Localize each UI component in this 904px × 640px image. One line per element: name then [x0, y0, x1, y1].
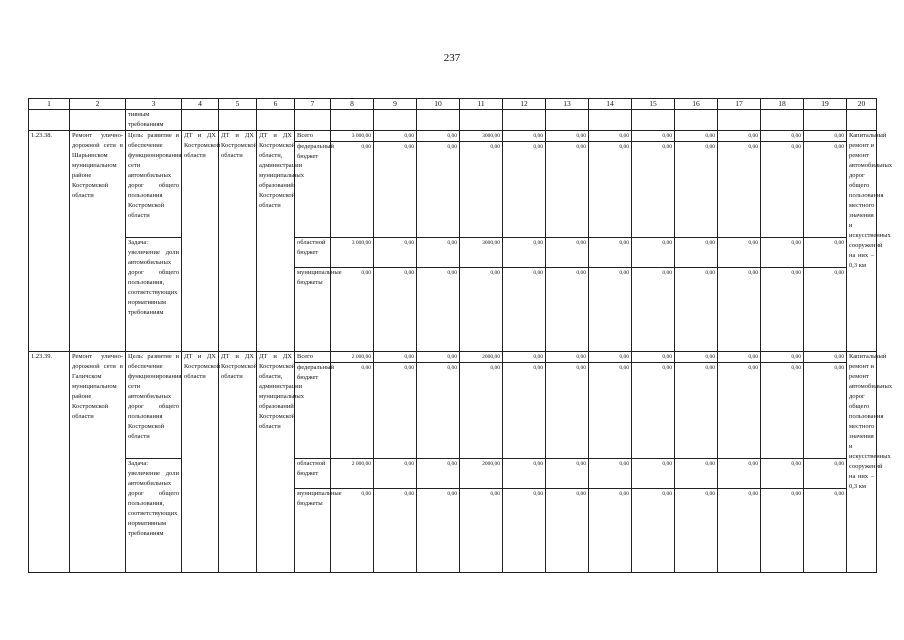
carryover-text: тивным требованиям: [126, 110, 182, 131]
funding-value: 0,00: [675, 363, 718, 459]
funding-value: 0,00: [804, 238, 847, 268]
funding-source: федеральный бюджет: [295, 363, 331, 459]
funding-value: 0,00: [589, 238, 632, 268]
funding-value: 0,00: [718, 352, 761, 363]
funding-value: 0,00: [417, 352, 460, 363]
funding-value: 0,00: [374, 238, 417, 268]
funding-value: 0,00: [331, 142, 374, 238]
record-subrow: [29, 131, 877, 142]
funding-value: 0,00: [503, 489, 546, 573]
funding-value: 0,00: [589, 142, 632, 238]
funding-value: 2 000,00: [331, 352, 374, 363]
record-task: Задача: увеличение доли автомобильных дорог общего пользования, соответствующих нормативным требованиям: [126, 459, 182, 573]
column-header: 6: [257, 99, 295, 110]
funding-value: 0,00: [632, 489, 675, 573]
funding-value: 0,00: [460, 363, 503, 459]
funding-value: 0,00: [374, 352, 417, 363]
column-header: 13: [546, 99, 589, 110]
funding-source: областной бюджет: [295, 459, 331, 489]
funding-value: 0,00: [503, 352, 546, 363]
funding-value: 0,00: [632, 363, 675, 459]
record-subrow: [29, 238, 877, 268]
funding-value: 0,00: [718, 238, 761, 268]
funding-value: 0,00: [632, 142, 675, 238]
funding-value: 0,00: [374, 489, 417, 573]
funding-value: 0,00: [503, 238, 546, 268]
funding-value: 0,00: [761, 352, 804, 363]
column-header: 17: [718, 99, 761, 110]
funding-value: 0,00: [589, 352, 632, 363]
funding-value: 3 000,00: [331, 238, 374, 268]
funding-value: 0,00: [546, 459, 589, 489]
funding-value: 0,00: [417, 131, 460, 142]
funding-value: 0,00: [804, 459, 847, 489]
column-header: 20: [847, 99, 877, 110]
carryover-row: [29, 110, 877, 131]
funding-value: 0,00: [546, 489, 589, 573]
funding-value: 0,00: [761, 363, 804, 459]
funding-value: 2 000,00: [331, 459, 374, 489]
header-row: [29, 99, 877, 110]
column-header: 15: [632, 99, 675, 110]
funding-value: 0,00: [417, 238, 460, 268]
column-header: 4: [182, 99, 219, 110]
funding-value: 0,00: [804, 363, 847, 459]
funding-value: 2000,00: [460, 352, 503, 363]
funding-value: 0,00: [804, 142, 847, 238]
record-name: Ремонт улично-дорожной сети в Галичском муниципальном районе Костромской области: [70, 352, 126, 573]
funding-value: 0,00: [417, 459, 460, 489]
funding-source: Всего: [295, 131, 331, 142]
funding-value: 0,00: [589, 363, 632, 459]
funding-value: 0,00: [460, 489, 503, 573]
funding-value: 0,00: [718, 363, 761, 459]
expected-result: Капитальный ремонт и ремонт автомобильных дорог общего пользования местного значения и искусственных сооружений на них – 0,3 км: [847, 131, 877, 352]
funding-value: 0,00: [417, 489, 460, 573]
column-header: 14: [589, 99, 632, 110]
funding-value: 0,00: [503, 131, 546, 142]
participants: ДТ и ДХ Костромской области, администрации муниципальных образований Костромской области: [257, 131, 295, 352]
column-header: 12: [503, 99, 546, 110]
participants: ДТ и ДХ Костромской области, администрации муниципальных образований Костромской области: [257, 352, 295, 573]
funding-value: 0,00: [718, 268, 761, 352]
funding-value: 0,00: [718, 142, 761, 238]
funding-value: 0,00: [718, 489, 761, 573]
funding-value: 0,00: [675, 459, 718, 489]
page-number: 237: [443, 52, 461, 64]
column-header: 16: [675, 99, 718, 110]
funding-value: 0,00: [503, 268, 546, 352]
funding-value: 0,00: [503, 142, 546, 238]
record-id: 1.23.38.: [29, 131, 70, 352]
funding-value: 0,00: [761, 459, 804, 489]
funding-value: 0,00: [675, 352, 718, 363]
funding-value: 0,00: [460, 142, 503, 238]
coexecutor: ДТ и ДХ Костромской области: [219, 352, 257, 573]
funding-value: 0,00: [503, 363, 546, 459]
funding-value: 0,00: [589, 131, 632, 142]
funding-value: 0,00: [546, 131, 589, 142]
funding-value: 3 000,00: [331, 131, 374, 142]
column-header: 18: [761, 99, 804, 110]
responsible-executor: ДТ и ДХ Костромской области: [182, 352, 219, 573]
funding-value: 0,00: [589, 459, 632, 489]
column-header: 10: [417, 99, 460, 110]
record-subrow: [29, 352, 877, 363]
record-task: Задача: увеличение доли автомобильных дорог общего пользования, соответствующих нормативным требованиям: [126, 238, 182, 352]
record-goal: Цель: развитие и обеспечение функционирования сети автомобильных дорог общего пользования Костромской области: [126, 131, 182, 238]
funding-value: 0,00: [632, 268, 675, 352]
funding-value: 0,00: [546, 142, 589, 238]
column-header: 2: [70, 99, 126, 110]
funding-value: 0,00: [331, 363, 374, 459]
funding-value: 0,00: [675, 142, 718, 238]
funding-value: 0,00: [675, 131, 718, 142]
funding-value: 0,00: [374, 268, 417, 352]
funding-value: 0,00: [761, 142, 804, 238]
funding-value: 0,00: [374, 131, 417, 142]
funding-value: 0,00: [675, 238, 718, 268]
funding-value: 0,00: [374, 142, 417, 238]
funding-value: 0,00: [546, 352, 589, 363]
program-table: [28, 98, 893, 573]
funding-value: 3000,00: [460, 131, 503, 142]
funding-source: областной бюджет: [295, 238, 331, 268]
record-goal: Цель: развитие и обеспечение функционирования сети автомобильных дорог общего пользования Костромской области: [126, 352, 182, 459]
funding-source: федеральный бюджет: [295, 142, 331, 238]
funding-value: 0,00: [589, 489, 632, 573]
funding-value: 0,00: [546, 363, 589, 459]
funding-value: 0,00: [632, 352, 675, 363]
column-header: 7: [295, 99, 331, 110]
funding-value: 0,00: [718, 131, 761, 142]
funding-value: 0,00: [460, 268, 503, 352]
funding-value: 0,00: [417, 268, 460, 352]
funding-value: 0,00: [804, 268, 847, 352]
column-header: 11: [460, 99, 503, 110]
funding-value: 0,00: [761, 131, 804, 142]
column-header: 9: [374, 99, 417, 110]
record-subrow: [29, 459, 877, 489]
funding-value: 0,00: [804, 489, 847, 573]
funding-source: муниципальные бюджеты: [295, 268, 331, 352]
column-header: 5: [219, 99, 257, 110]
funding-value: 0,00: [761, 268, 804, 352]
record-id: 1.23.39.: [29, 352, 70, 573]
coexecutor: ДТ и ДХ Костромской области: [219, 131, 257, 352]
funding-value: 0,00: [804, 131, 847, 142]
funding-value: 0,00: [331, 489, 374, 573]
funding-source: муниципальные бюджеты: [295, 489, 331, 573]
column-header: 3: [126, 99, 182, 110]
record-name: Ремонт улично-дорожной сети в Шарьинском муниципальном районе Костромской области: [70, 131, 126, 352]
funding-value: 0,00: [417, 142, 460, 238]
funding-value: 0,00: [761, 489, 804, 573]
funding-value: 0,00: [374, 459, 417, 489]
funding-value: 0,00: [546, 238, 589, 268]
funding-value: 2000,00: [460, 459, 503, 489]
funding-value: 0,00: [589, 268, 632, 352]
funding-value: 0,00: [632, 131, 675, 142]
funding-value: 0,00: [675, 489, 718, 573]
column-header: 1: [29, 99, 70, 110]
funding-value: 0,00: [417, 363, 460, 459]
funding-value: 0,00: [761, 238, 804, 268]
responsible-executor: ДТ и ДХ Костромской области: [182, 131, 219, 352]
funding-value: 0,00: [675, 268, 718, 352]
funding-value: 0,00: [546, 268, 589, 352]
funding-value: 3000,00: [460, 238, 503, 268]
funding-value: 0,00: [331, 268, 374, 352]
funding-value: 0,00: [718, 459, 761, 489]
funding-value: 0,00: [374, 363, 417, 459]
column-header: 19: [804, 99, 847, 110]
funding-value: 0,00: [804, 352, 847, 363]
column-header: 8: [331, 99, 374, 110]
funding-value: 0,00: [632, 238, 675, 268]
funding-value: 0,00: [632, 459, 675, 489]
funding-value: 0,00: [503, 459, 546, 489]
funding-source: Всего: [295, 352, 331, 363]
expected-result: Капитальный ремонт и ремонт автомобильных дорог общего пользования местного значения и искусственных сооружений на них – 0,3 км: [847, 352, 877, 573]
